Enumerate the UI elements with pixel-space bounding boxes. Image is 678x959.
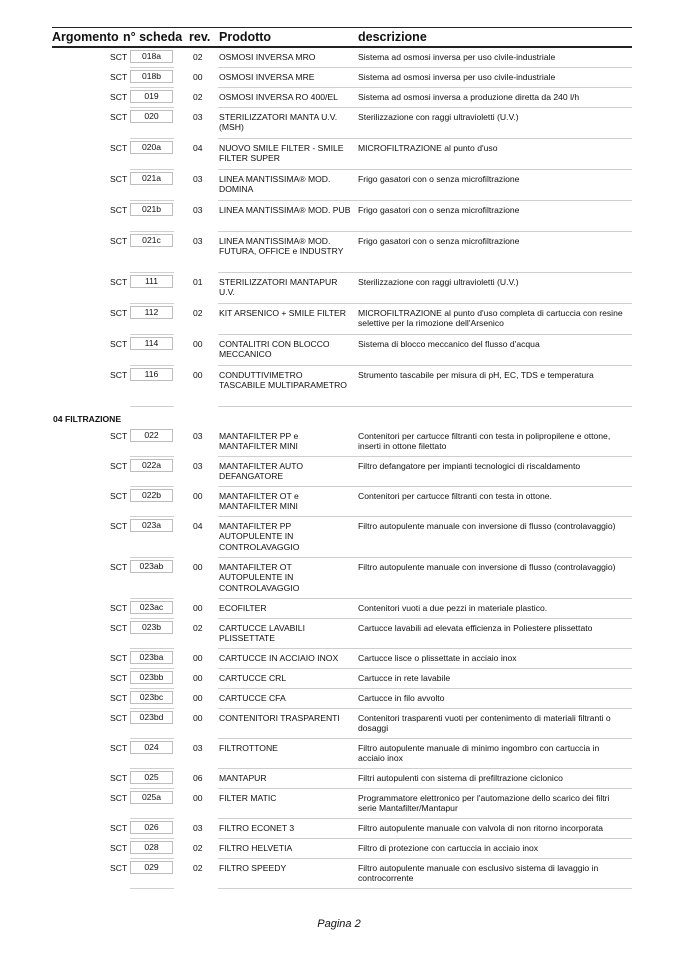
row-scheda-number: 023ab [130, 560, 173, 573]
header-prodotto: Prodotto [219, 30, 272, 44]
row-scheda-number: 111 [130, 275, 173, 288]
row-revision: 02 [193, 308, 203, 318]
row-description: Frigo gasatori con o senza microfiltrazione [358, 205, 520, 215]
header-descrizione: descrizione [358, 30, 427, 44]
row-description: Sistema ad osmosi inversa per uso civile-industriale [358, 72, 556, 82]
row-argomento: SCT [110, 277, 128, 287]
row-argomento: SCT [110, 370, 128, 380]
row-description: Cartucce in filo avvolto [358, 693, 445, 703]
row-scheda-number: 023b [130, 621, 173, 634]
row-description: Filtro autopulente manuale con valvola di non ritorno incorporata [358, 823, 604, 833]
row-revision: 03 [193, 823, 203, 833]
row-description: Frigo gasatori con o senza microfiltrazione [358, 174, 520, 184]
row-scheda-number: 025 [130, 771, 173, 784]
row-revision: 03 [193, 743, 203, 753]
row-argomento: SCT [110, 491, 128, 501]
row-argomento: SCT [110, 112, 128, 122]
row-product: OSMOSI INVERSA RO 400/EL [219, 92, 338, 102]
row-description: Sistema ad osmosi inversa a produzione diretta da 240 l/h [358, 92, 580, 102]
row-revision: 03 [193, 112, 203, 122]
table-row [0, 139, 678, 170]
row-product: MANTAFILTER OT e MANTAFILTER MINI [219, 491, 299, 512]
header-argomento: Argomento [52, 30, 119, 44]
row-revision: 00 [193, 793, 203, 803]
row-argomento: SCT [110, 623, 128, 633]
row-description: Cartucce in rete lavabile [358, 673, 451, 683]
table-row [0, 769, 678, 789]
row-product: MANTAFILTER PP e MANTAFILTER MINI [219, 431, 299, 452]
row-revision: 02 [193, 92, 203, 102]
row-revision: 00 [193, 339, 203, 349]
page-number: Pagina 2 [317, 918, 361, 930]
row-product: STERILIZZATORI MANTA U.V. (MSH) [219, 112, 338, 133]
row-argomento: SCT [110, 461, 128, 471]
row-argomento: SCT [110, 673, 128, 683]
row-divider [218, 888, 632, 889]
row-revision: 02 [193, 863, 203, 873]
row-scheda-number: 021a [130, 172, 173, 185]
row-revision: 00 [193, 653, 203, 663]
row-scheda-number: 022b [130, 489, 173, 502]
row-scheda-number: 112 [130, 306, 173, 319]
row-product: MANTAFILTER PP AUTOPULENTE IN CONTROLAVAGGIO [219, 521, 300, 552]
row-scheda-number: 023ba [130, 651, 173, 664]
row-revision: 02 [193, 843, 203, 853]
row-revision: 00 [193, 562, 203, 572]
row-product: ECOFILTER [219, 603, 267, 613]
row-revision: 03 [193, 461, 203, 471]
table-row [0, 366, 678, 407]
row-scheda-number: 026 [130, 821, 173, 834]
table-row [0, 170, 678, 201]
row-revision: 04 [193, 521, 203, 531]
row-product: CONTALITRI CON BLOCCO MECCANICO [219, 339, 330, 360]
table-row [0, 839, 678, 859]
row-product: CARTUCCE IN ACCIAIO INOX [219, 653, 339, 663]
row-scheda-number: 020 [130, 110, 173, 123]
row-argomento: SCT [110, 793, 128, 803]
row-scheda-number: 025a [130, 791, 173, 804]
row-argomento: SCT [110, 843, 128, 853]
row-description: Sistema ad osmosi inversa per uso civile-industriale [358, 52, 556, 62]
row-revision: 00 [193, 713, 203, 723]
row-scheda-number: 116 [130, 368, 173, 381]
table-row [0, 599, 678, 619]
row-product: MANTAPUR [219, 773, 267, 783]
catalog-table [0, 48, 678, 889]
row-product: CARTUCCE CRL [219, 673, 287, 683]
header-scheda: n° scheda [123, 30, 183, 44]
row-argomento: SCT [110, 773, 128, 783]
row-revision: 04 [193, 143, 203, 153]
row-scheda-number: 114 [130, 337, 173, 350]
table-row [0, 859, 678, 889]
row-product: FILTER MATIC [219, 793, 277, 803]
table-row [0, 819, 678, 839]
row-description: Sistema di blocco meccanico del flusso d'acqua [358, 339, 540, 349]
table-row [0, 689, 678, 709]
table-row [0, 709, 678, 739]
row-argomento: SCT [110, 143, 128, 153]
row-revision: 06 [193, 773, 203, 783]
table-row [0, 108, 678, 139]
row-argomento: SCT [110, 236, 128, 246]
row-argomento: SCT [110, 863, 128, 873]
row-scheda-number: 023bd [130, 711, 173, 724]
row-product: OSMOSI INVERSA MRE [219, 72, 315, 82]
row-scheda-number: 028 [130, 841, 173, 854]
row-description: Filtro di protezione con cartuccia in acciaio inox [358, 843, 539, 853]
row-scheda-number: 022 [130, 429, 173, 442]
row-scheda-number: 019 [130, 90, 173, 103]
row-argomento: SCT [110, 52, 128, 62]
row-argomento: SCT [110, 205, 128, 215]
row-argomento: SCT [110, 308, 128, 318]
section-heading [0, 407, 678, 427]
row-scheda-number: 020a [130, 141, 173, 154]
row-revision: 02 [193, 52, 203, 62]
row-argomento: SCT [110, 603, 128, 613]
row-argomento: SCT [110, 713, 128, 723]
row-description: Filtro autopulente manuale con inversione di flusso (controlavaggio) [358, 521, 616, 531]
table-row [0, 88, 678, 108]
row-revision: 03 [193, 431, 203, 441]
row-product: FILTRO SPEEDY [219, 863, 287, 873]
row-scheda-number: 022a [130, 459, 173, 472]
row-description: Filtro autopulente manuale con inversione di flusso (controlavaggio) [358, 562, 616, 572]
row-argomento: SCT [110, 521, 128, 531]
table-row [0, 517, 678, 558]
header-rev: rev. [189, 30, 211, 44]
row-description: MICROFILTRAZIONE al punto d'uso completa di cartuccia con resine selettive per la rimozione dell'Arsenico [358, 308, 623, 329]
row-product: CARTUCCE CFA [219, 693, 286, 703]
row-argomento: SCT [110, 693, 128, 703]
table-row [0, 739, 678, 769]
table-header [52, 27, 632, 48]
row-product: KIT ARSENICO + SMILE FILTER [219, 308, 346, 318]
row-product: CONTENITORI TRASPARENTI [219, 713, 340, 723]
row-scheda-number: 018a [130, 50, 173, 63]
row-description: Contenitori vuoti a due pezzi in materiale plastico. [358, 603, 548, 613]
row-revision: 01 [193, 277, 203, 287]
row-product: LINEA MANTISSIMA® MOD. FUTURA, OFFICE e INDUSTRY [219, 236, 344, 257]
row-product: MANTAFILTER OT AUTOPULENTE IN CONTROLAVAGGIO [219, 562, 300, 593]
section-title: 04 FILTRAZIONE [53, 414, 122, 424]
row-product: MANTAFILTER AUTO DEFANGATORE [219, 461, 304, 482]
row-divider [130, 888, 174, 889]
table-row [0, 789, 678, 819]
row-revision: 02 [193, 623, 203, 633]
row-scheda-number: 023a [130, 519, 173, 532]
row-product: CARTUCCE LAVABILI PLISSETTATE [219, 623, 305, 644]
table-row [0, 558, 678, 599]
table-row [0, 68, 678, 88]
row-description: Cartucce lavabili ad elevata efficienza in Poliestere plissettato [358, 623, 593, 633]
row-product: CONDUTTIVIMETRO TASCABILE MULTIPARAMETRO [219, 370, 347, 391]
row-product: NUOVO SMILE FILTER - SMILE FILTER SUPER [219, 143, 344, 164]
row-argomento: SCT [110, 562, 128, 572]
row-scheda-number: 024 [130, 741, 173, 754]
row-product: LINEA MANTISSIMA® MOD. DOMINA [219, 174, 331, 195]
table-row [0, 48, 678, 68]
table-row [0, 619, 678, 649]
row-description: Strumento tascabile per misura di pH, EC, TDS e temperatura [358, 370, 594, 380]
row-revision: 03 [193, 174, 203, 184]
row-scheda-number: 018b [130, 70, 173, 83]
table-row [0, 457, 678, 487]
row-argomento: SCT [110, 431, 128, 441]
table-row [0, 649, 678, 669]
table-row [0, 669, 678, 689]
table-row [0, 201, 678, 232]
row-revision: 03 [193, 205, 203, 215]
row-scheda-number: 029 [130, 861, 173, 874]
table-row [0, 304, 678, 335]
row-product: LINEA MANTISSIMA® MOD. PUB [219, 205, 351, 215]
row-scheda-number: 023bc [130, 691, 173, 704]
row-product: FILTRO HELVETIA [219, 843, 293, 853]
row-description: Contenitori per cartucce filtranti con testa in polipropilene e ottone, inserti in ottone filettato [358, 431, 611, 452]
row-product: FILTRO ECONET 3 [219, 823, 295, 833]
row-argomento: SCT [110, 92, 128, 102]
row-argomento: SCT [110, 653, 128, 663]
row-description: MICROFILTRAZIONE al punto d'uso [358, 143, 498, 153]
row-revision: 00 [193, 491, 203, 501]
row-argomento: SCT [110, 743, 128, 753]
row-description: Programmatore elettronico per l'automazione dello scarico dei filtri serie Mantafilter/Mantapur [358, 793, 610, 814]
row-argomento: SCT [110, 339, 128, 349]
row-description: Sterilizzazione con raggi ultravioletti (U.V.) [358, 277, 519, 287]
row-description: Filtri autopulenti con sistema di prefiltrazione ciclonico [358, 773, 563, 783]
row-argomento: SCT [110, 823, 128, 833]
table-row [0, 427, 678, 457]
row-description: Sterilizzazione con raggi ultravioletti (U.V.) [358, 112, 519, 122]
row-argomento: SCT [110, 72, 128, 82]
row-revision: 00 [193, 603, 203, 613]
row-description: Filtro defangatore per impianti tecnologici di riscaldamento [358, 461, 581, 471]
table-row [0, 335, 678, 366]
row-revision: 00 [193, 72, 203, 82]
row-revision: 00 [193, 693, 203, 703]
table-row [0, 232, 678, 273]
row-revision: 00 [193, 370, 203, 380]
row-description: Frigo gasatori con o senza microfiltrazione [358, 236, 520, 246]
row-description: Filtro autopulente manuale con esclusivo sistema di lavaggio in controcorrente [358, 863, 599, 884]
row-description: Cartucce lisce o plissettate in acciaio inox [358, 653, 517, 663]
row-revision: 03 [193, 236, 203, 246]
row-product: OSMOSI INVERSA MRO [219, 52, 316, 62]
table-row [0, 273, 678, 304]
row-product: FILTROTTONE [219, 743, 278, 753]
row-scheda-number: 021b [130, 203, 173, 216]
row-product: STERILIZZATORI MANTAPUR U.V. [219, 277, 338, 298]
row-scheda-number: 023bb [130, 671, 173, 684]
row-revision: 00 [193, 673, 203, 683]
table-row [0, 487, 678, 517]
row-argomento: SCT [110, 174, 128, 184]
row-scheda-number: 023ac [130, 601, 173, 614]
row-description: Contenitori per cartucce filtranti con testa in ottone. [358, 491, 552, 501]
row-scheda-number: 021c [130, 234, 173, 247]
row-description: Filtro autopulente manuale di minimo ingombro con cartuccia in acciaio inox [358, 743, 600, 764]
row-description: Contenitori trasparenti vuoti per contenimento di materiali filtranti o dosaggi [358, 713, 611, 734]
